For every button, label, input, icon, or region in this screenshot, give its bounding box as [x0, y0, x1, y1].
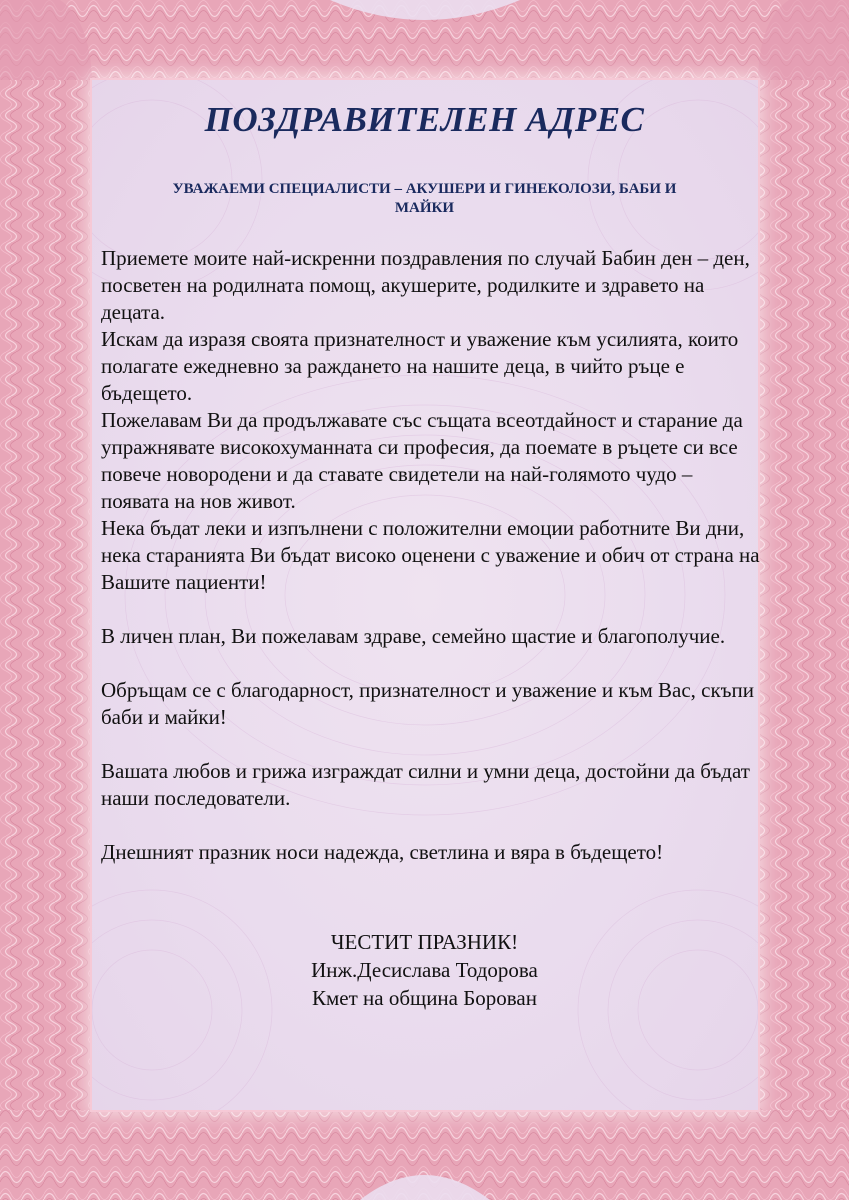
- closing-greeting: ЧЕСТИТ ПРАЗНИК!: [330, 930, 519, 954]
- signatory-position: Кмет на община Борован: [311, 986, 537, 1010]
- document-body: [101, 245, 761, 866]
- paragraph: Пожелавам Ви да продължавате със същата всеотдайност и старание да упражнявате високохуманната си професия, да поемате в ръцете си все повече новородени и да ставате свидетели на най-голямото чудо – появата на нов живот.: [101, 408, 743, 513]
- paragraph: Днешният празник носи надежда, светлина и вяра в бъдещето!: [101, 840, 664, 864]
- paragraph: Обръщам се с благодарност, признателност и уважение и към Вас, скъпи баби и майки!: [101, 678, 755, 729]
- subtitle-line-1: УВАЖАЕМИ СПЕЦИАЛИСТИ – АКУШЕРИ И ГИНЕКОЛОЗИ, БАБИ И: [172, 181, 677, 197]
- paragraph: Искам да изразя своята признателност и уважение към усилията, които полагате ежедневно за раждането на нашите деца, в чийто ръце е бъдещето.: [101, 327, 739, 405]
- document-title: ПОЗДРАВИТЕЛЕН АДРЕС: [204, 100, 645, 139]
- paragraph: Приемете моите най-искренни поздравления по случай Бабин ден – ден, посветен на родилната помощ, акушерите, родилките и здравето на децата.: [101, 246, 750, 324]
- signature-block: [0, 928, 849, 1012]
- paragraph: В личен план, Ви пожелавам здраве, семейно щастие и благополучие.: [101, 624, 726, 648]
- subtitle-line-2: МАЙКИ: [394, 200, 455, 216]
- paragraph: Нека бъдат леки и изпълнени с положителни емоции работните Ви дни, нека старанията Ви бъдат високо оценени с уважение и обич от страна на Вашите пациенти!: [101, 516, 760, 594]
- paragraph: Вашата любов и грижа изграждат силни и умни деца, достойни да бъдат наши последователи.: [101, 759, 750, 810]
- document-subtitle: [120, 180, 729, 218]
- signatory-name: Инж.Десислава Тодорова: [311, 958, 538, 982]
